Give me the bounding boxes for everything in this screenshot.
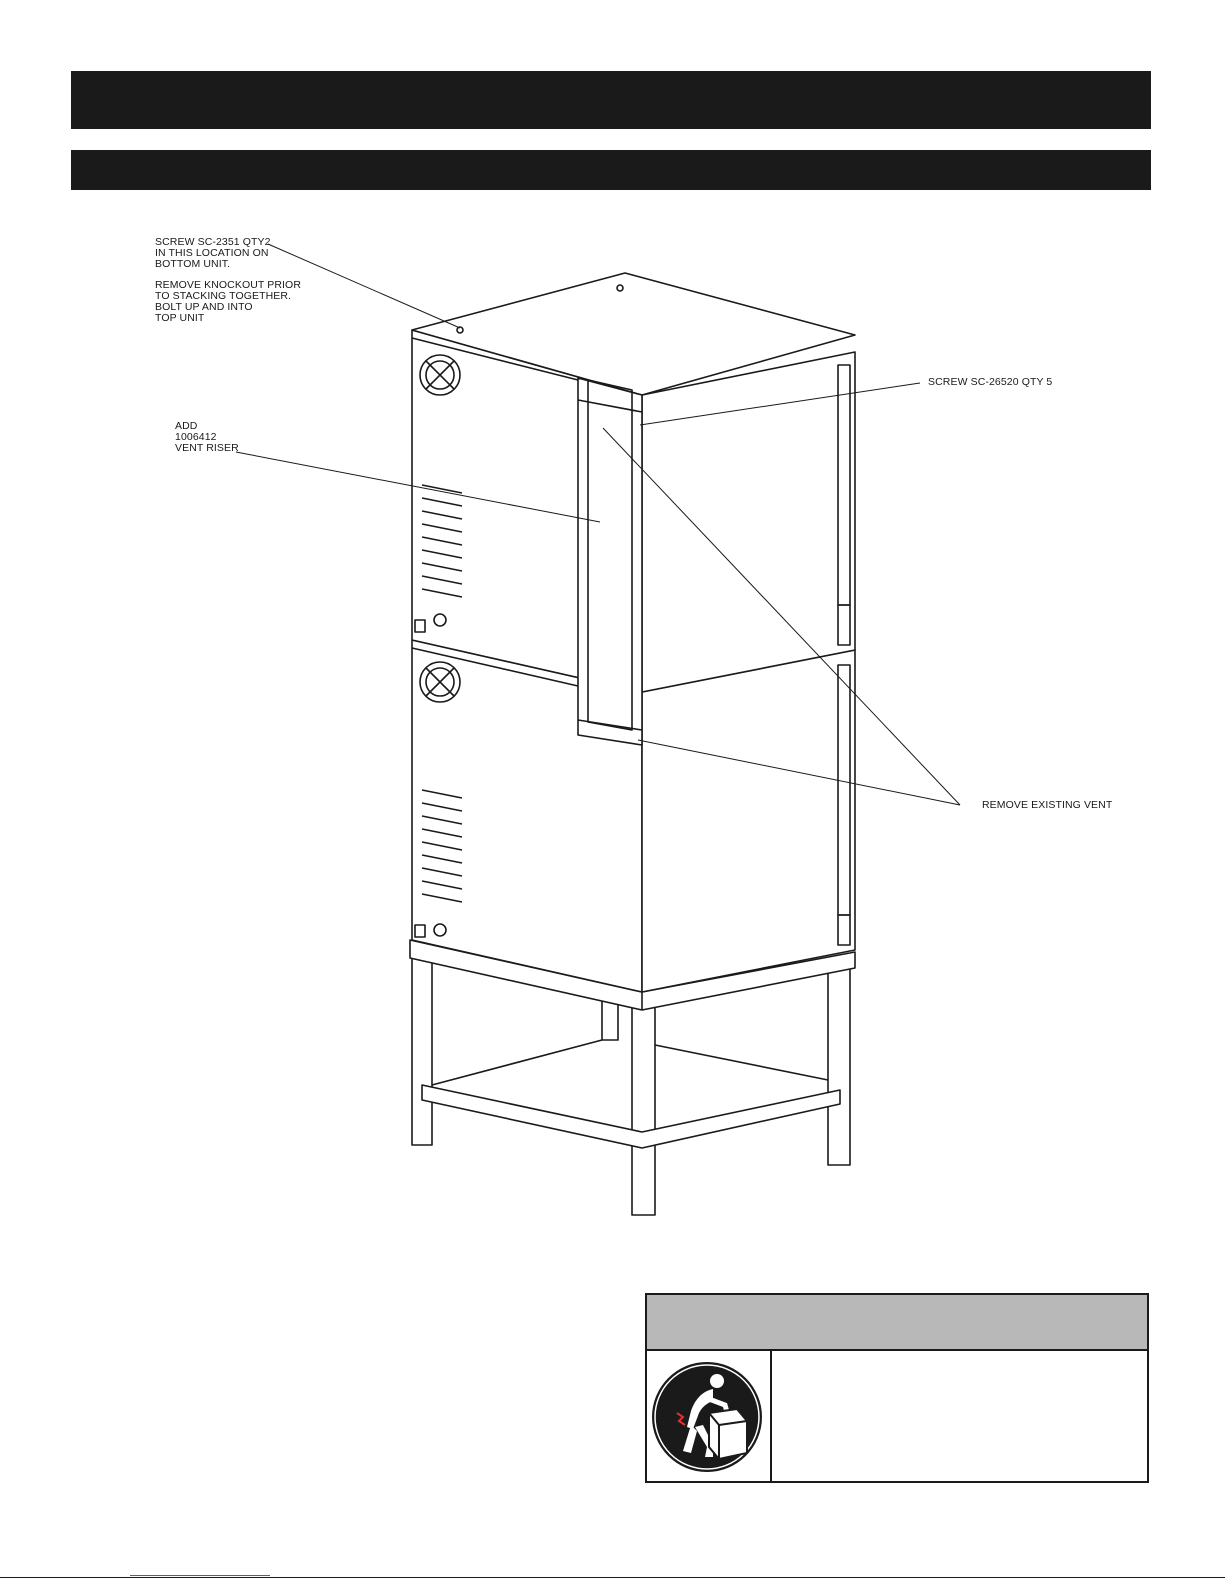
- warning-header: [647, 1295, 1147, 1351]
- footer-link[interactable]: [130, 1575, 270, 1576]
- vent-riser: [578, 378, 642, 745]
- callout-screw-bottom: SCREW SC-2351 QTY2 IN THIS LOCATION ON BOTTOM UNIT.: [155, 236, 271, 270]
- warning-box: [645, 1293, 1149, 1483]
- footer-rule: [0, 1577, 1225, 1578]
- warning-icon-cell: [647, 1351, 772, 1481]
- callout-remove-knockout: REMOVE KNOCKOUT PRIOR TO STACKING TOGETHER. BOLT UP AND INTO TOP UNIT: [155, 279, 302, 324]
- lifting-hazard-icon: [647, 1351, 768, 1481]
- warning-text-cell: [774, 1351, 1147, 1481]
- callout-vent-riser: ADD 1006412 VENT RISER: [175, 420, 239, 454]
- callout-remove-vent: REMOVE EXISTING VENT: [982, 799, 1113, 811]
- callout-screw-qty5: SCREW SC-26520 QTY 5: [928, 376, 1053, 388]
